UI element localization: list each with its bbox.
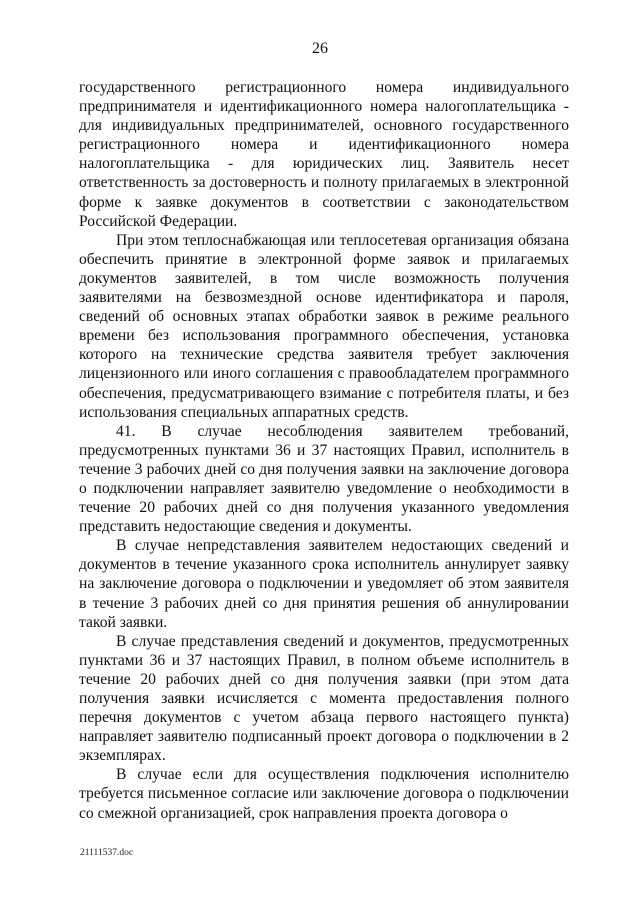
paragraph: При этом теплоснабжающая или теплосетевая организация обязана обеспечить принятие в электронной форме заявок и прилагаемых документов заявителей, в том числе возможность получения заявителями на безвозмездной основе идентификатора и пароля, сведений об основных этапах обработки заявок в режиме реального времени без использования программного обеспечения, установка которого на технические средства заявителя требует заключения лицензионного или иного соглашения с правообладателем программного обеспечения, предусматривающего взимание с потребителя платы, и без использования специальных аппаратных средств. bbox=[79, 231, 569, 421]
paragraph: В случае если для осуществления подключения исполнителю требуется письменное согласие или заключение договора о подключении со смежной организацией, срок направления проекта договора о bbox=[79, 766, 569, 822]
paragraph-continuation: государственного регистрационного номера индивидуального предпринимателя и идентификационного номера налогоплательщика - для индивидуальных предпринимателей, основного государственного регистрационного номера и идентификационного номера налогоплательщика - для юридических лиц. Заявитель несет ответственность за достоверность и полноту прилагаемых в электронной форме к заявке документов в соответствии с законодательством Российской Федерации. bbox=[79, 79, 569, 230]
paragraph: В случае представления сведений и документов, предусмотренных пунктами 36 и 37 настоящих Правил, в полном объеме исполнитель в течение 20 рабочих дней со дня получения заявки (при этом дата получения заявки исчисляется с момента предоставления полного перечня документов с учетом абзаца первого настоящего пункта) направляет заявителю подписанный проект договора о подключении в 2 экземплярах. bbox=[79, 632, 569, 765]
footer-document-code: 21111537.doc bbox=[80, 848, 134, 858]
paragraph-clause-41: 41. В случае несоблюдения заявителем требований, предусмотренных пунктами 36 и 37 настоящих Правил, исполнитель в течение 3 рабочих дней со дня получения заявки на заключение договора о подключении направляет заявителю уведомление о необходимости в течение 20 рабочих дней со дня получения указанного уведомления представить недостающие сведения и документы. bbox=[79, 422, 569, 536]
page-number: 26 bbox=[312, 40, 328, 57]
paragraph: В случае непредставления заявителем недостающих сведений и документов в течение указанного срока исполнитель аннулирует заявку на заключение договора о подключении и уведомляет об этом заявителя в течение 3 рабочих дней со дня принятия решения об аннулировании такой заявки. bbox=[79, 537, 569, 631]
document-body bbox=[79, 78, 569, 823]
